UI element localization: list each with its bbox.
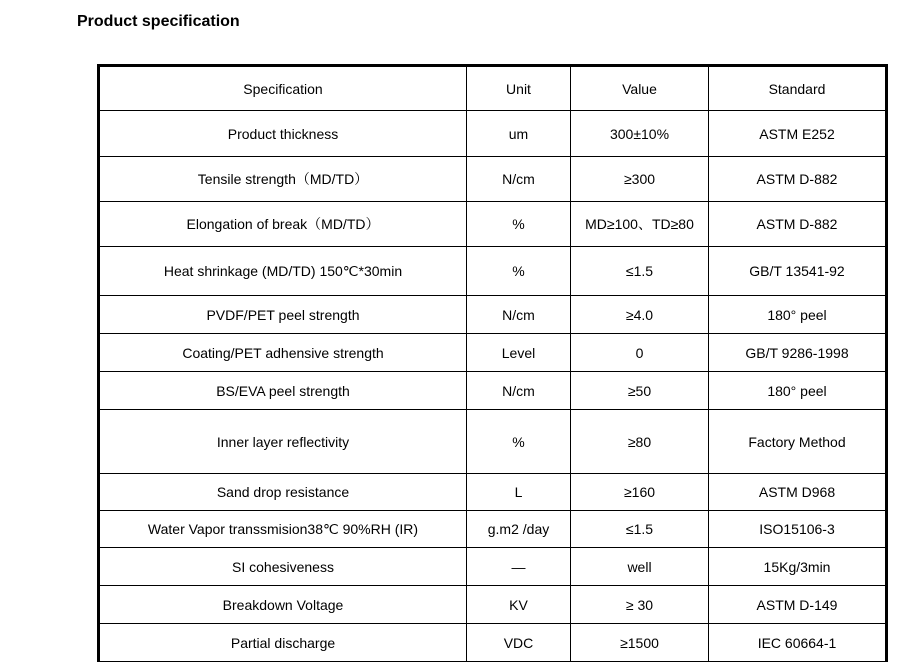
table-row xyxy=(99,296,887,334)
table-cell: Tensile strength（MD/TD） xyxy=(99,157,467,202)
table-cell: ≥80 xyxy=(571,410,709,474)
table-cell: GB/T 13541-92 xyxy=(709,247,887,296)
table-cell: ASTM E252 xyxy=(709,111,887,157)
table-cell: Level xyxy=(467,334,571,372)
table-row xyxy=(99,624,887,662)
table-cell: well xyxy=(571,548,709,586)
table-header-row xyxy=(99,66,887,111)
table-cell: ASTM D-149 xyxy=(709,586,887,624)
table-cell: N/cm xyxy=(467,157,571,202)
table-cell: ASTM D-882 xyxy=(709,202,887,247)
table-cell: MD≥100、TD≥80 xyxy=(571,202,709,247)
column-header: Value xyxy=(571,66,709,111)
table-row xyxy=(99,334,887,372)
table-cell: g.m2 /day xyxy=(467,511,571,548)
table-cell: ≥160 xyxy=(571,474,709,511)
table-cell: 180° peel xyxy=(709,372,887,410)
table-cell: L xyxy=(467,474,571,511)
table-cell: 300±10% xyxy=(571,111,709,157)
table-cell: 15Kg/3min xyxy=(709,548,887,586)
table-cell: ISO15106-3 xyxy=(709,511,887,548)
table-cell: ≥1500 xyxy=(571,624,709,662)
table-cell: SI cohesiveness xyxy=(99,548,467,586)
table-cell: ≥4.0 xyxy=(571,296,709,334)
table-cell: % xyxy=(467,247,571,296)
table-row xyxy=(99,511,887,548)
specification-table xyxy=(97,64,888,662)
table-cell: Coating/PET adhensive strength xyxy=(99,334,467,372)
table-row xyxy=(99,111,887,157)
table-cell: % xyxy=(467,410,571,474)
table-cell: Product thickness xyxy=(99,111,467,157)
table-cell: IEC 60664-1 xyxy=(709,624,887,662)
table-cell: Factory Method xyxy=(709,410,887,474)
table-cell: ≥300 xyxy=(571,157,709,202)
table-cell: 0 xyxy=(571,334,709,372)
table-cell: BS/EVA peel strength xyxy=(99,372,467,410)
table-row xyxy=(99,474,887,511)
table-cell: GB/T 9286-1998 xyxy=(709,334,887,372)
table-cell: KV xyxy=(467,586,571,624)
table-cell: ASTM D968 xyxy=(709,474,887,511)
table-cell: Elongation of break（MD/TD） xyxy=(99,202,467,247)
table-cell: Breakdown Voltage xyxy=(99,586,467,624)
table-cell: Sand drop resistance xyxy=(99,474,467,511)
table-row xyxy=(99,548,887,586)
table-cell: Partial discharge xyxy=(99,624,467,662)
table-cell: N/cm xyxy=(467,296,571,334)
table-cell: N/cm xyxy=(467,372,571,410)
table-cell: PVDF/PET peel strength xyxy=(99,296,467,334)
column-header: Specification xyxy=(99,66,467,111)
table-cell: ≤1.5 xyxy=(571,511,709,548)
table-cell: 180° peel xyxy=(709,296,887,334)
table-cell: ≤1.5 xyxy=(571,247,709,296)
table-cell: Heat shrinkage (MD/TD) 150℃*30min xyxy=(99,247,467,296)
table-cell: % xyxy=(467,202,571,247)
table-row xyxy=(99,410,887,474)
table-cell: Water Vapor transsmision38℃ 90%RH (IR) xyxy=(99,511,467,548)
table-cell: ≥50 xyxy=(571,372,709,410)
table-cell: um xyxy=(467,111,571,157)
column-header: Unit xyxy=(467,66,571,111)
table-cell: VDC xyxy=(467,624,571,662)
table-row xyxy=(99,586,887,624)
table-cell: ASTM D-882 xyxy=(709,157,887,202)
table-row xyxy=(99,202,887,247)
table-row xyxy=(99,372,887,410)
page-title: Product specification xyxy=(77,13,240,30)
column-header: Standard xyxy=(709,66,887,111)
table-cell: Inner layer reflectivity xyxy=(99,410,467,474)
table-cell: ≥ 30 xyxy=(571,586,709,624)
table-cell: — xyxy=(467,548,571,586)
table-row xyxy=(99,247,887,296)
table-row xyxy=(99,157,887,202)
